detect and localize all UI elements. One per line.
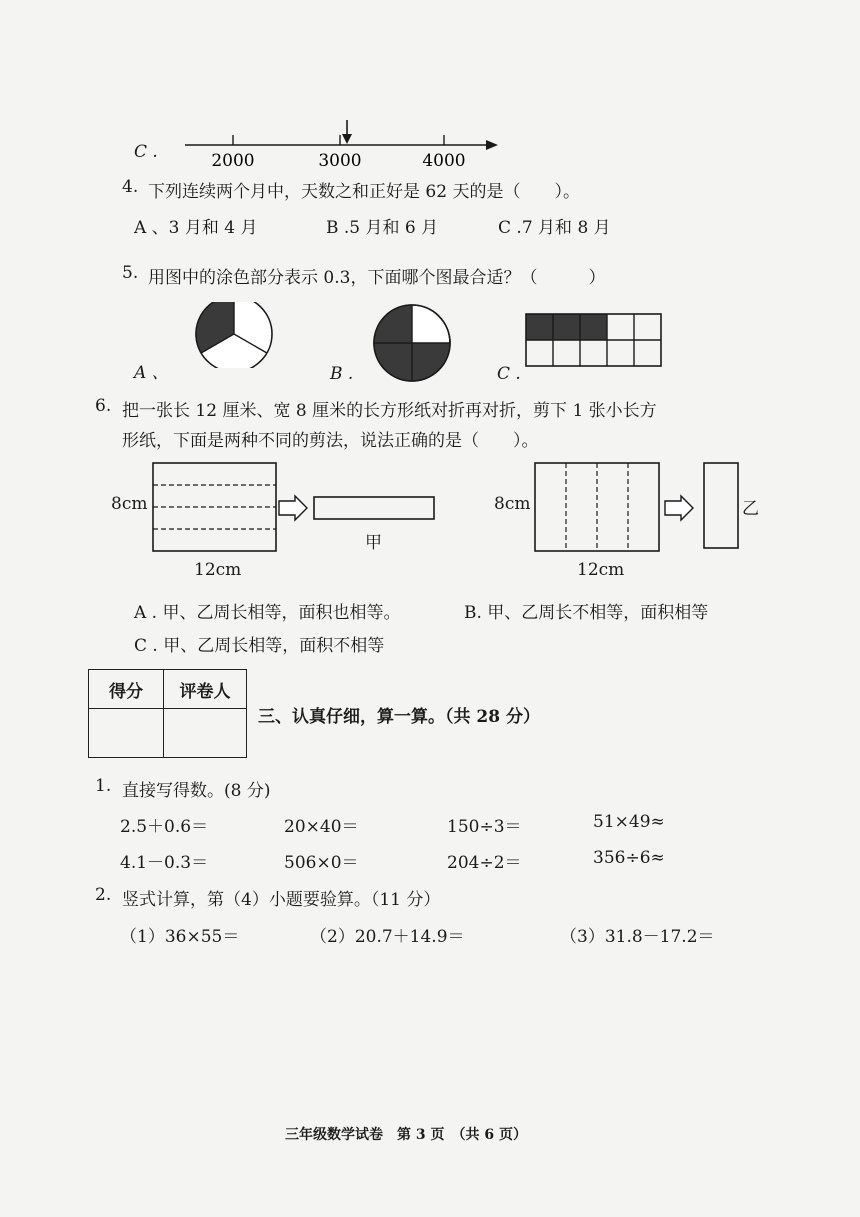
q6-right-width-label: 12cm bbox=[577, 560, 625, 580]
q6-left-height-label: 8cm bbox=[111, 494, 148, 514]
q6-number: 6. bbox=[95, 396, 112, 416]
calc-r1-c1: 2.5＋0.6＝ bbox=[120, 817, 209, 837]
q4-option-a: A 、3 月和 4 月 bbox=[134, 218, 258, 238]
q6-right-figure bbox=[532, 460, 746, 556]
s3q2-text: 竖式计算，第（4）小题要验算。（11 分） bbox=[122, 890, 441, 910]
q5-label-a: A 、 bbox=[134, 363, 169, 383]
tick-label-2000: 2000 bbox=[211, 151, 255, 171]
calc-r2-c1: 4.1－0.3＝ bbox=[120, 853, 209, 873]
q6-option-a: A . 甲、乙周长相等，面积也相等。 bbox=[134, 603, 401, 623]
calc-r1-c2: 20×40＝ bbox=[284, 817, 359, 837]
calc-r1-c4: 51×49≈ bbox=[593, 812, 665, 832]
q5-number: 5. bbox=[122, 263, 139, 283]
q5-figure-a-circle-thirds bbox=[194, 302, 278, 368]
score-header: 得分 bbox=[89, 670, 164, 709]
score-table bbox=[88, 669, 247, 758]
score-cell[interactable] bbox=[89, 709, 164, 758]
page-footer: 三年级数学试卷 第 3 页 （共 6 页） bbox=[285, 1127, 527, 1143]
q5-text: 用图中的涂色部分表示 0.3，下面哪个图最合适？（ ） bbox=[148, 268, 606, 288]
q4-text: 下列连续两个月中，天数之和正好是 62 天的是（ ）。 bbox=[148, 182, 580, 202]
q6-option-b: B. 甲、乙周长不相等，面积相等 bbox=[464, 603, 709, 623]
q6-text-line2: 形纸，下面是两种不同的剪法，说法正确的是（ ）。 bbox=[122, 431, 539, 451]
q4-option-b: B .5 月和 6 月 bbox=[326, 218, 439, 238]
q4-number: 4. bbox=[122, 177, 139, 197]
q6-option-c: C . 甲、乙周长相等，面积不相等 bbox=[134, 636, 385, 656]
number-line bbox=[180, 118, 510, 174]
grader-cell[interactable] bbox=[164, 709, 247, 758]
q6-piece-yi-label: 乙 bbox=[742, 499, 759, 519]
q6-text-line1: 把一张长 12 厘米、宽 8 厘米的长方形纸对折再对折，剪下 1 张小长方 bbox=[122, 401, 657, 421]
q5-label-b: B . bbox=[330, 364, 354, 384]
grader-header: 评卷人 bbox=[164, 670, 247, 709]
s3q1-number: 1. bbox=[95, 776, 112, 796]
calc-r2-c2: 506×0＝ bbox=[284, 853, 359, 873]
q6-left-figure bbox=[150, 460, 450, 556]
calc-r2-c3: 204÷2＝ bbox=[447, 853, 522, 873]
s3q1-text: 直接写得数。(8 分) bbox=[122, 781, 271, 801]
calc-r1-c3: 150÷3＝ bbox=[447, 817, 522, 837]
q4-option-c: C .7 月和 8 月 bbox=[498, 218, 611, 238]
tick-label-3000: 3000 bbox=[318, 151, 362, 171]
s3q2-number: 2. bbox=[95, 885, 112, 905]
q6-right-height-label: 8cm bbox=[494, 494, 531, 514]
q3-option-c-label: C . bbox=[134, 142, 158, 162]
s3q2-item-3: （3）31.8－17.2＝ bbox=[560, 927, 715, 947]
q5-figure-b-circle-quarters bbox=[371, 302, 453, 384]
q5-figure-c-grid-tenths bbox=[524, 312, 664, 368]
q6-left-width-label: 12cm bbox=[194, 560, 242, 580]
s3q2-item-1: （1）36×55＝ bbox=[120, 927, 240, 947]
tick-label-4000: 4000 bbox=[422, 151, 466, 171]
s3q2-item-2: （2）20.7＋14.9＝ bbox=[310, 927, 465, 947]
section-3-title: 三、认真仔细，算一算。（共 28 分） bbox=[258, 707, 540, 727]
q6-piece-jia-label: 甲 bbox=[365, 533, 382, 553]
calc-r2-c4: 356÷6≈ bbox=[593, 848, 665, 868]
q5-label-c: C . bbox=[497, 364, 521, 384]
pointer-arrowhead bbox=[342, 134, 352, 144]
number-line-arrowhead bbox=[486, 140, 498, 150]
